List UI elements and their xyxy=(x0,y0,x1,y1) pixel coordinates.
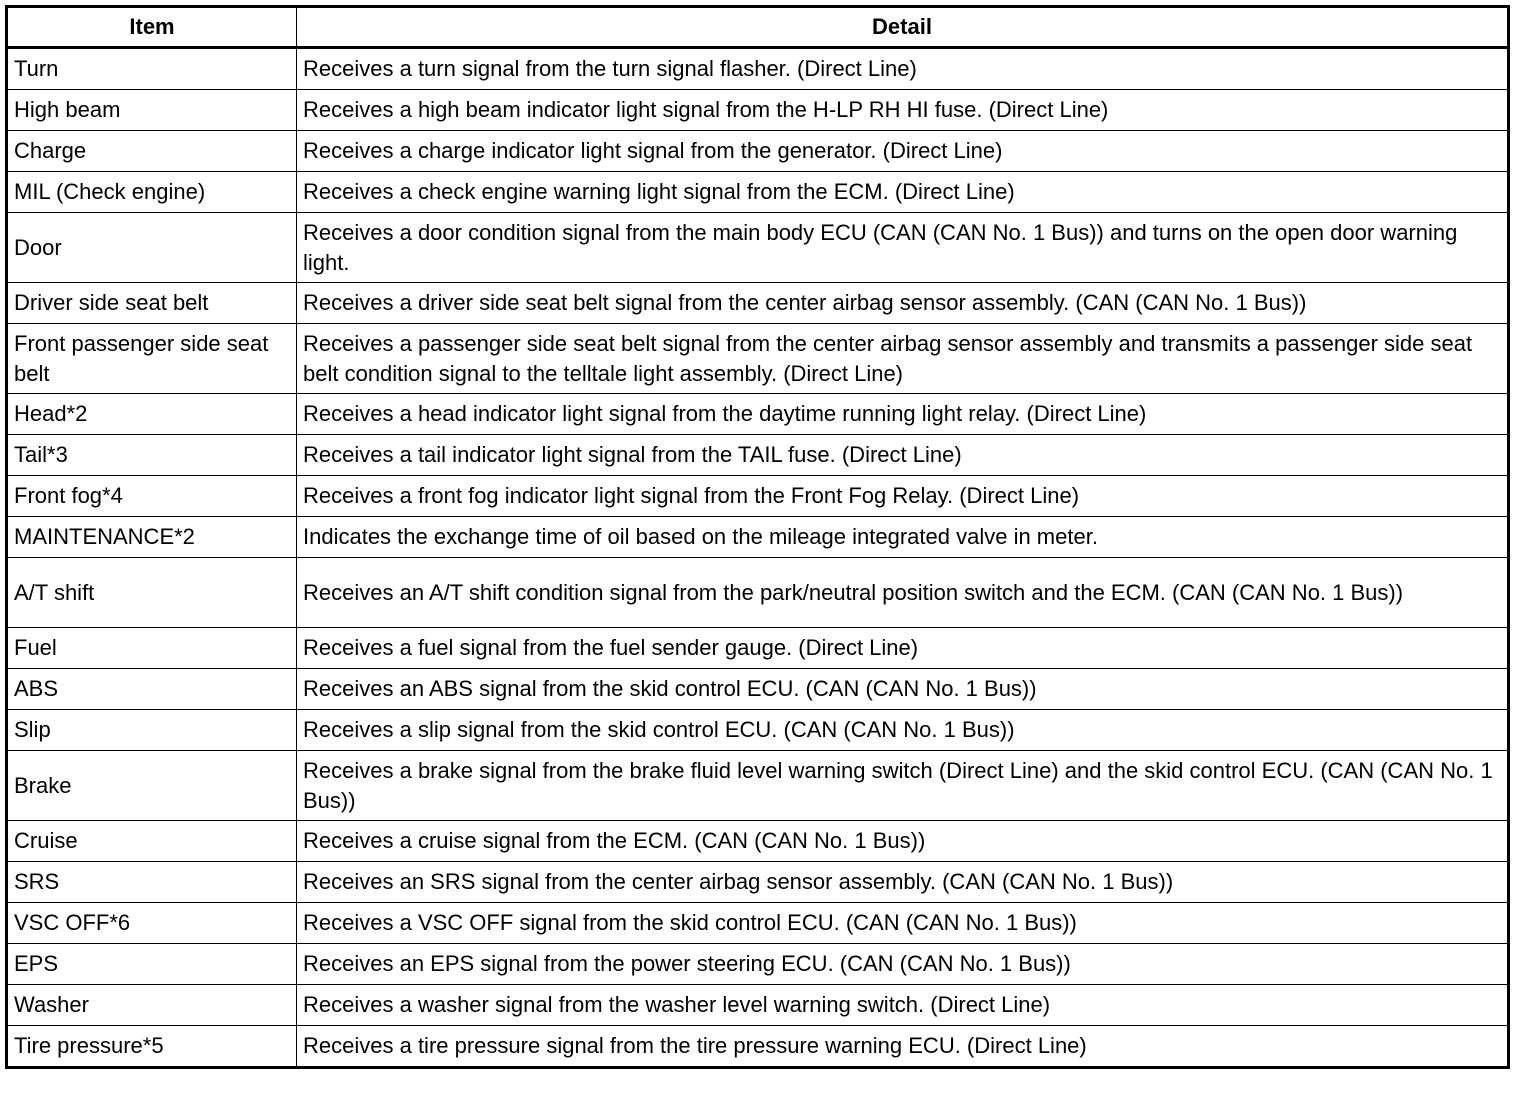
item-cell: VSC OFF*6 xyxy=(7,903,297,944)
item-cell: SRS xyxy=(7,862,297,903)
table-row xyxy=(7,985,1509,1026)
column-header-item: Item xyxy=(7,7,297,48)
table-row xyxy=(7,903,1509,944)
detail-cell: Indicates the exchange time of oil based on the mileage integrated valve in meter. xyxy=(297,517,1509,558)
detail-cell: Receives a tire pressure signal from the tire pressure warning ECU. (Direct Line) xyxy=(297,1026,1509,1068)
item-cell: Door xyxy=(7,213,297,283)
indicator-table xyxy=(5,5,1510,1069)
detail-cell: Receives a VSC OFF signal from the skid control ECU. (CAN (CAN No. 1 Bus)) xyxy=(297,903,1509,944)
detail-cell: Receives a door condition signal from the main body ECU (CAN (CAN No. 1 Bus)) and turns on the open door warning light. xyxy=(297,213,1509,283)
detail-cell: Receives a cruise signal from the ECM. (CAN (CAN No. 1 Bus)) xyxy=(297,821,1509,862)
table-row xyxy=(7,131,1509,172)
spec-sheet xyxy=(5,5,1507,1069)
table-row xyxy=(7,172,1509,213)
table-row xyxy=(7,628,1509,669)
detail-cell: Receives an SRS signal from the center airbag sensor assembly. (CAN (CAN No. 1 Bus)) xyxy=(297,862,1509,903)
detail-cell: Receives a high beam indicator light signal from the H-LP RH HI fuse. (Direct Line) xyxy=(297,90,1509,131)
table-row xyxy=(7,394,1509,435)
detail-cell: Receives a driver side seat belt signal from the center airbag sensor assembly. (CAN (CAN No. 1 Bus)) xyxy=(297,283,1509,324)
detail-cell: Receives a washer signal from the washer level warning switch. (Direct Line) xyxy=(297,985,1509,1026)
table-row xyxy=(7,476,1509,517)
column-header-detail: Detail xyxy=(297,7,1509,48)
table-row xyxy=(7,669,1509,710)
detail-cell: Receives a turn signal from the turn signal flasher. (Direct Line) xyxy=(297,48,1509,90)
table-row xyxy=(7,324,1509,394)
item-cell: Brake xyxy=(7,751,297,821)
item-cell: Washer xyxy=(7,985,297,1026)
item-cell: Fuel xyxy=(7,628,297,669)
table-row xyxy=(7,944,1509,985)
table-row xyxy=(7,517,1509,558)
item-cell: Head*2 xyxy=(7,394,297,435)
table-row xyxy=(7,90,1509,131)
detail-cell: Receives a check engine warning light signal from the ECM. (Direct Line) xyxy=(297,172,1509,213)
detail-cell: Receives a head indicator light signal from the daytime running light relay. (Direct Line) xyxy=(297,394,1509,435)
table-row xyxy=(7,283,1509,324)
item-cell: A/T shift xyxy=(7,558,297,628)
item-cell: Driver side seat belt xyxy=(7,283,297,324)
item-cell: MIL (Check engine) xyxy=(7,172,297,213)
table-row xyxy=(7,558,1509,628)
item-cell: Cruise xyxy=(7,821,297,862)
detail-cell: Receives a passenger side seat belt signal from the center airbag sensor assembly and transmits a passenger side seat belt condition signal to the telltale light assembly. (Direct Line) xyxy=(297,324,1509,394)
table-row xyxy=(7,862,1509,903)
detail-cell: Receives a front fog indicator light signal from the Front Fog Relay. (Direct Line) xyxy=(297,476,1509,517)
table-row xyxy=(7,710,1509,751)
item-cell: Front passenger side seat belt xyxy=(7,324,297,394)
table-row xyxy=(7,435,1509,476)
detail-cell: Receives an ABS signal from the skid control ECU. (CAN (CAN No. 1 Bus)) xyxy=(297,669,1509,710)
detail-cell: Receives a charge indicator light signal from the generator. (Direct Line) xyxy=(297,131,1509,172)
detail-cell: Receives an EPS signal from the power steering ECU. (CAN (CAN No. 1 Bus)) xyxy=(297,944,1509,985)
table-row xyxy=(7,48,1509,90)
item-cell: Turn xyxy=(7,48,297,90)
table-row xyxy=(7,751,1509,821)
detail-cell: Receives a tail indicator light signal from the TAIL fuse. (Direct Line) xyxy=(297,435,1509,476)
detail-cell: Receives a fuel signal from the fuel sender gauge. (Direct Line) xyxy=(297,628,1509,669)
item-cell: Front fog*4 xyxy=(7,476,297,517)
detail-cell: Receives an A/T shift condition signal from the park/neutral position switch and the ECM. (CAN (CAN No. 1 Bus)) xyxy=(297,558,1509,628)
table-row xyxy=(7,821,1509,862)
item-cell: EPS xyxy=(7,944,297,985)
item-cell: Tire pressure*5 xyxy=(7,1026,297,1068)
table-row xyxy=(7,1026,1509,1068)
item-cell: High beam xyxy=(7,90,297,131)
detail-cell: Receives a slip signal from the skid control ECU. (CAN (CAN No. 1 Bus)) xyxy=(297,710,1509,751)
item-cell: MAINTENANCE*2 xyxy=(7,517,297,558)
item-cell: ABS xyxy=(7,669,297,710)
table-header-row xyxy=(7,7,1509,48)
item-cell: Slip xyxy=(7,710,297,751)
item-cell: Tail*3 xyxy=(7,435,297,476)
table-row xyxy=(7,213,1509,283)
detail-cell: Receives a brake signal from the brake fluid level warning switch (Direct Line) and the skid control ECU. (CAN (CAN No. 1 Bus)) xyxy=(297,751,1509,821)
item-cell: Charge xyxy=(7,131,297,172)
